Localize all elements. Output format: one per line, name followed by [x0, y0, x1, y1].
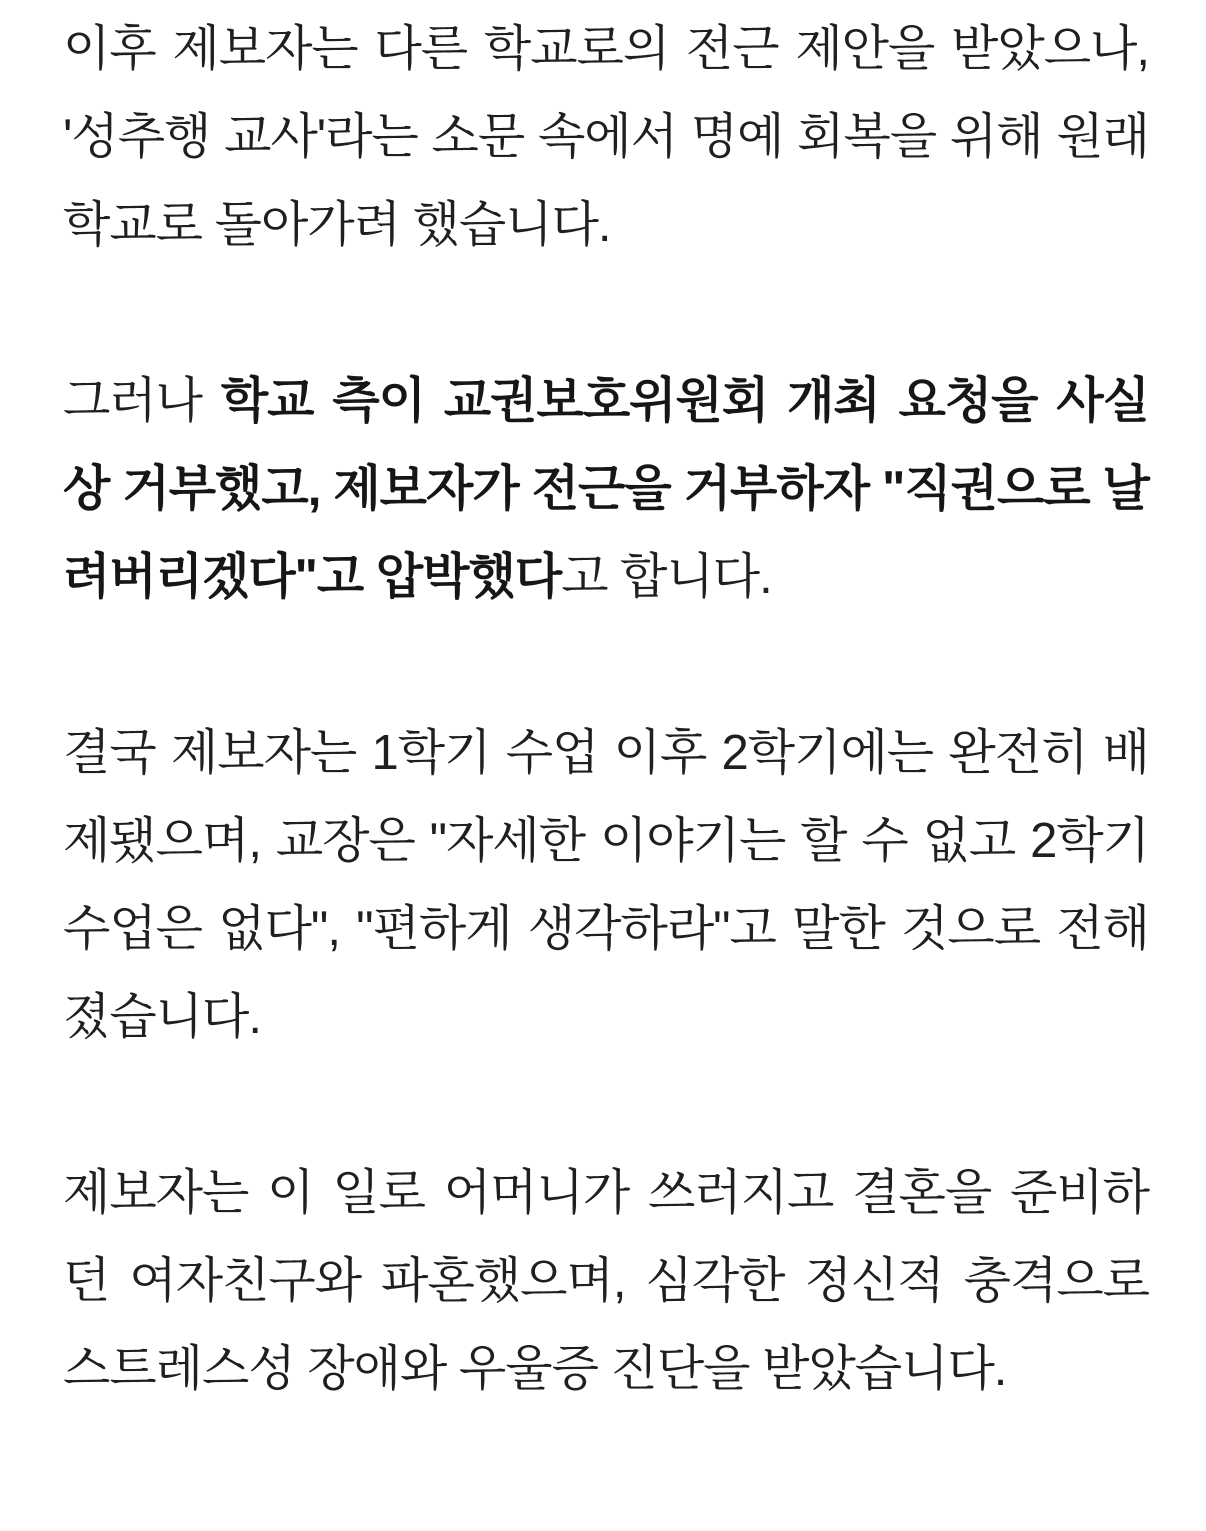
paragraph-2-text-regular-tail: 고 합니다.	[561, 550, 772, 604]
article-paragraph-2	[63, 357, 1149, 621]
article-paragraph-3	[63, 709, 1149, 1061]
paragraph-3-text: 결국 제보자는 1학기 수업 이후 2학기에는 완전히 배제됐으며, 교장은 "자세한 이야기는 할 수 없고 2학기 수업은 없다", "편하게 생각하라"고 말한 것으로 전해졌습니다.	[63, 726, 1149, 1044]
paragraph-2-text-bold: 학교 측이 교권보호위원회 개최 요청을 사실상 거부했고, 제보자가 전근을 거부하자 "직권으로 날려버리겠다"고 압박했다	[63, 374, 1149, 604]
paragraph-4-text: 제보자는 이 일로 어머니가 쓰러지고 결혼을 준비하던 여자친구와 파혼했으며, 심각한 정신적 충격으로 스트레스성 장애와 우울증 진단을 받았습니다.	[63, 1166, 1149, 1396]
article-paragraph-1	[63, 5, 1149, 269]
article-paragraph-4	[63, 1149, 1149, 1413]
paragraph-2-text-regular-lead: 그러나	[63, 374, 221, 428]
paragraph-1-text: 이후 제보자는 다른 학교로의 전근 제안을 받았으나, '성추행 교사'라는 소문 속에서 명예 회복을 위해 원래 학교로 돌아가려 했습니다.	[63, 22, 1149, 252]
